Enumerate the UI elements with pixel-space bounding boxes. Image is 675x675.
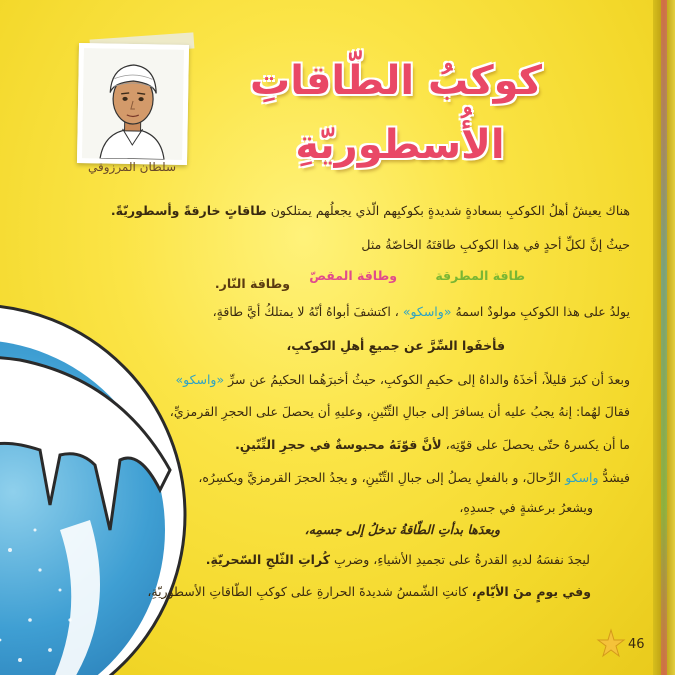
paragraph-wise-said: فقالَ لهُما: إنهُ يجبُ عليه أن يسافرَ إلى جبالِ التِّنّينِ، وعليهِ أن يحصلَ على الحجرِ القرمزيِّ، bbox=[169, 404, 630, 419]
ice-planet-illustration bbox=[0, 300, 190, 675]
paragraph-intro bbox=[111, 203, 630, 218]
author-portrait bbox=[77, 43, 189, 165]
power-scissors bbox=[309, 268, 397, 283]
grew-text-a: وبعدَ أن كبرَ قليلاً، أخذَهُ والداهُ إلى حكيمِ الكوكبِ، حيثُ أخبرَهُما الحكيمُ عن سرِّ bbox=[228, 372, 630, 387]
one-day-text-b: كانتِ الشّمسُ شديدةَ الحرارةِ على كوكبِ الطّاقاتِ الأسطوريّةِ، bbox=[147, 584, 468, 599]
paragraph-hid-secret: فأخفَوا السِّرَّ عن جميعِ أهلِ الكوكبِ، bbox=[286, 338, 505, 353]
hero-name: واسكو bbox=[565, 470, 599, 485]
page-edge-stripes bbox=[661, 0, 667, 675]
paragraph-tremor: ويشعرُ برعشةٍ في جسدِهِ، bbox=[459, 500, 593, 515]
paragraph-break-stone bbox=[235, 437, 630, 452]
paragraph-one-day bbox=[147, 584, 591, 599]
born-text-b: ، اكتشفَ أبواهُ أنّهُ لا يمتلكُ أيَّ طاقةٍ، bbox=[212, 304, 399, 319]
born-text-a: يولدُ على هذا الكوكبِ مولودٌ اسمهُ bbox=[455, 304, 630, 319]
page-title: كوكبُ الطّاقاتِ bbox=[250, 58, 542, 104]
star-icon bbox=[596, 628, 626, 658]
one-day-text-a: وفي يومٍ منَ الأيّامِ، bbox=[471, 584, 591, 599]
paragraph-grew-up bbox=[175, 372, 630, 387]
paragraph-every-one: حيثُ إنَّ لكلِّ أحدٍ في هذا الكوكبِ طاقتَهُ الخاصّةُ مثل bbox=[361, 237, 630, 252]
ability-text-a: ليجدَ نفسَهُ لديهِ القدرةُ على تجميدِ الأشياءِ، وضربِ bbox=[334, 552, 590, 567]
power-hammer bbox=[435, 268, 525, 283]
intro-text: هناك يعيشُ أهلُ الكوكبِ بسعادةٍ شديدةٍ بكوكبِهم الّذي يجعلُهم يمتلكون bbox=[270, 203, 630, 218]
ability-text-b: كُراتِ الثّلجِ السّحريّةِ. bbox=[205, 552, 331, 567]
break-text-b: لأنَّ قوّتَهُ محبوسةٌ في حجرِ التِّنّينِ. bbox=[235, 437, 442, 452]
paragraph-ability bbox=[206, 552, 590, 567]
journey-text-b: الرِّحالَ، و بالفعلِ يصلُ إلى جبالِ التِّنّينِ، و يجدُ الحجرَ القرمزيَّ ويكسِرُه، bbox=[198, 470, 562, 485]
page-number: 46 bbox=[628, 637, 645, 652]
power-scissors-label: وطاقة المقصّ bbox=[309, 268, 397, 283]
hero-name: «واسكو» bbox=[175, 372, 225, 387]
page-title-line-2: الأُسطوريّةِ bbox=[295, 122, 505, 168]
power-fire-label: وطاقة النّار. bbox=[214, 276, 290, 291]
intro-highlight: طاقاتٍ خارقةً وأسطوريّةً. bbox=[110, 203, 267, 218]
journey-text-a: فيشدُّ bbox=[602, 470, 630, 485]
portrait-caption: سلطان المرزوقي bbox=[87, 160, 177, 174]
power-hammer-label: طاقة المطرقة bbox=[435, 268, 525, 283]
power-fire bbox=[215, 276, 290, 291]
paragraph-born bbox=[213, 304, 630, 319]
paragraph-journey bbox=[198, 470, 630, 485]
hero-name: «واسكو» bbox=[402, 304, 452, 319]
paragraph-energy: وبعدَها بدأتِ الطّاقةُ تدخلُ إلى جسمِه، bbox=[304, 522, 500, 537]
break-text-a: ما أن يكسرهُ حتّى يحصلَ على قوّتِه، bbox=[445, 437, 630, 452]
author-portrait-drawing bbox=[82, 48, 184, 160]
